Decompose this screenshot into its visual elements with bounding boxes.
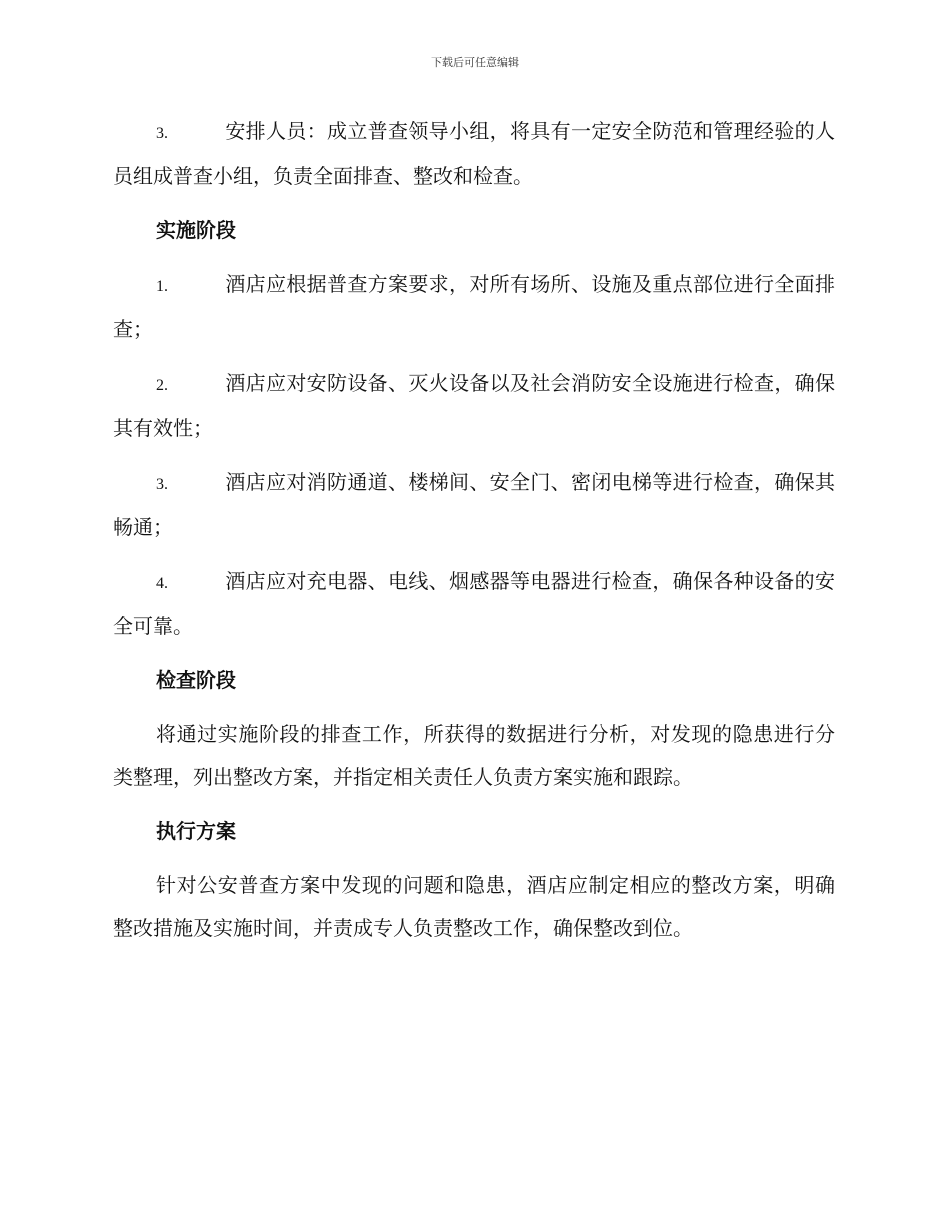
list-item-number: 3. (156, 476, 168, 493)
list-item-text: 酒店应对安防设备、灭火设备以及社会消防安全设施进行检查，确保其有效性； (113, 371, 835, 440)
list-item (113, 263, 835, 351)
list-item-number: 2. (156, 377, 168, 394)
list-item-text: 安排人员：成立普查领导小组，将具有一定安全防范和管理经验的人员组成普查小组，负责全面排查、整改和检查。 (113, 119, 835, 188)
document-body (113, 110, 835, 961)
list-item (113, 110, 835, 198)
list-item-number: 4. (156, 575, 168, 592)
section-heading: 执行方案 (156, 819, 236, 843)
section-heading: 实施阶段 (156, 218, 236, 242)
list-item (113, 560, 835, 648)
list-item-number: 1. (156, 278, 168, 295)
list-item (113, 461, 835, 549)
body-paragraph: 针对公安普查方案中发现的问题和隐患，酒店应制定相应的整改方案，明确整改措施及实施时间，并责成专人负责整改工作，确保整改到位。 (113, 873, 835, 940)
list-item-text: 酒店应根据普查方案要求，对所有场所、设施及重点部位进行全面排查； (113, 272, 835, 341)
list-item-number: 3. (156, 125, 168, 142)
list-item-text: 酒店应对消防通道、楼梯间、安全门、密闭电梯等进行检查，确保其畅通； (113, 470, 835, 539)
section-heading: 检查阶段 (156, 668, 236, 692)
list-item-text: 酒店应对充电器、电线、烟感器等电器进行检查，确保各种设备的安全可靠。 (113, 569, 835, 638)
list-item (113, 362, 835, 450)
body-paragraph: 将通过实施阶段的排查工作，所获得的数据进行分析，对发现的隐患进行分类整理，列出整改方案，并指定相关责任人负责方案实施和跟踪。 (113, 722, 835, 789)
page-header: 下载后可任意编辑 (431, 56, 519, 69)
